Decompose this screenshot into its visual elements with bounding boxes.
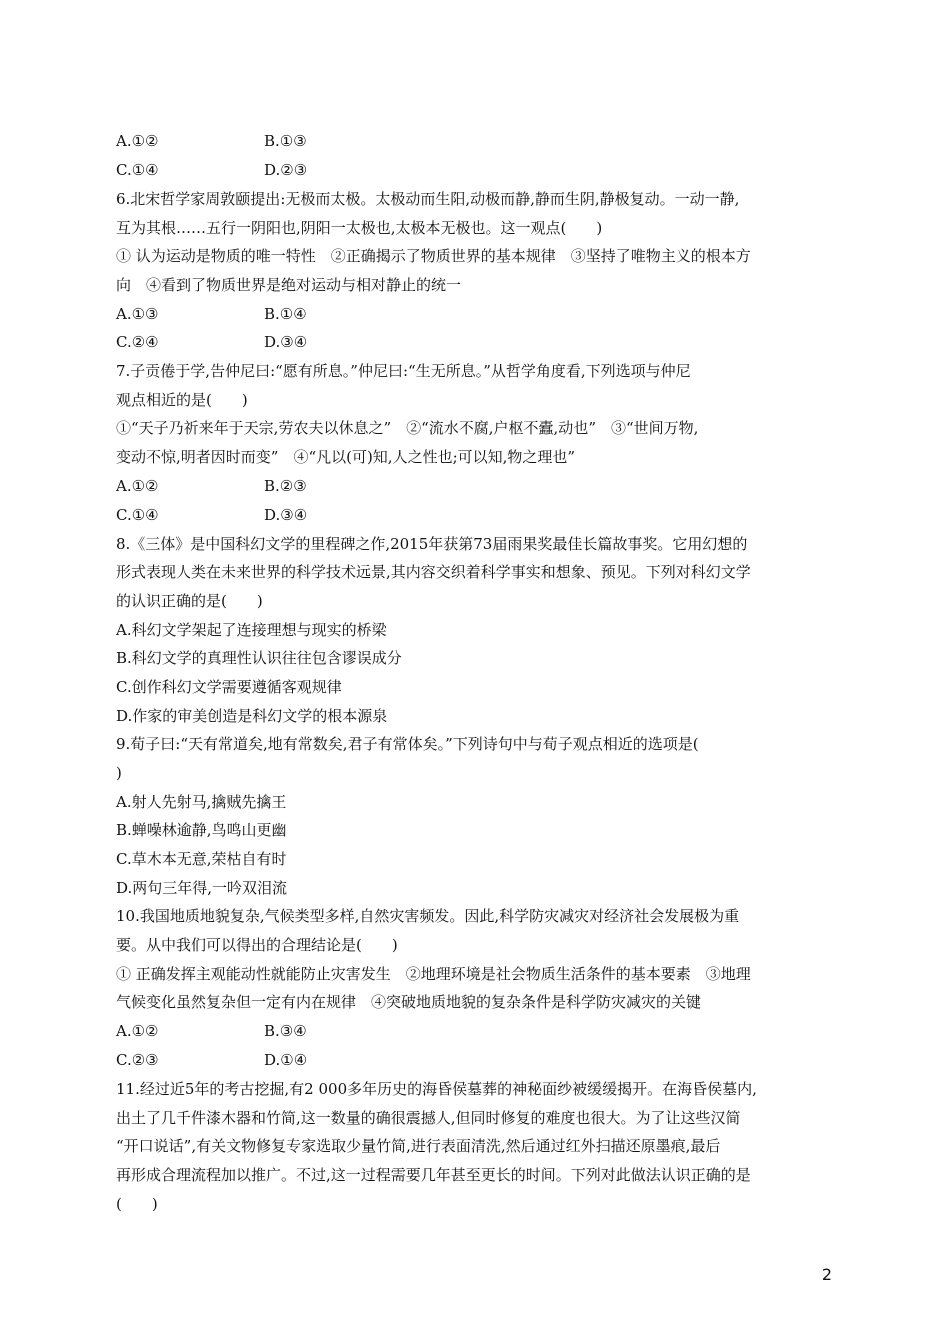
q6-option-c: C.②④ (116, 333, 159, 351)
q10-option-c: C.②③ (116, 1051, 159, 1069)
q5-option-a: A.①② (116, 132, 159, 150)
q8-option-d: D.作家的审美创造是科幻文学的根本源泉 (116, 707, 388, 725)
q9-stem-line-1: 9.荀子曰:“天有常道矣,地有常数矣,君子有常体矣。”下列诗句中与荀子观点相近的选项是( (116, 735, 699, 753)
q11-stem-line-1: 11.经过近5年的考古挖掘,有2 000多年历史的海昏侯墓葬的神秘面纱被缓缓揭开。在海昏侯墓内, (116, 1080, 757, 1098)
q10-option-d: D.①④ (264, 1051, 308, 1069)
q7-statements-line-2: 变动不惊,明者因时而变” ④“凡以(可)知,人之性也;可以知,物之理也” (116, 448, 576, 466)
q6-stem-line-2: 互为其根……五行一阴阳也,阴阳一太极也,太极本无极也。这一观点( ) (116, 219, 603, 237)
q8-option-b: B.科幻文学的真理性认识往往包含谬误成分 (116, 649, 402, 667)
q10-statements-line-1: ① 正确发挥主观能动性就能防止灾害发生 ②地理环境是社会物质生活条件的基本要素 ③地理 (116, 965, 751, 983)
q8-stem-line-1: 8.《三体》是中国科幻文学的里程碑之作,2015年获第73届雨果奖最佳长篇故事奖。它用幻想的 (116, 535, 748, 553)
q10-stem-line-2: 要。从中我们可以得出的合理结论是( ) (116, 936, 398, 954)
q9-option-d: D.两句三年得,一吟双泪流 (116, 879, 288, 897)
q11-stem-line-5: ( ) (116, 1195, 158, 1213)
q9-option-b: B.蝉噪林逾静,鸟鸣山更幽 (116, 821, 287, 839)
page-number: 2 (821, 1265, 832, 1284)
q5-option-c: C.①④ (116, 161, 159, 179)
q7-option-d: D.③④ (264, 506, 308, 524)
q8-option-a: A.科幻文学架起了连接理想与现实的桥梁 (116, 621, 387, 639)
q7-option-c: C.①④ (116, 506, 159, 524)
q10-option-a: A.①② (116, 1022, 159, 1040)
q6-stem-line-1: 6.北宋哲学家周敦颐提出:无极而太极。太极动而生阳,动极而静,静而生阴,静极复动。一动一静, (116, 190, 740, 208)
q6-statements-line-1: ① 认为运动是物质的唯一特性 ②正确揭示了物质世界的基本规律 ③坚持了唯物主义的根本方 (116, 247, 751, 265)
q7-option-a: A.①② (116, 477, 159, 495)
q7-stem-line-1: 7.子贡倦于学,告仲尼曰:“愿有所息。”仲尼曰:“生无所息。”从哲学角度看,下列选项与仲尼 (116, 362, 691, 380)
q7-statements-line-1: ①“天子乃祈来年于天宗,劳农夫以休息之” ②“流水不腐,户枢不蠹,动也” ③“世间万物, (116, 419, 699, 437)
q11-stem-line-2: 出土了几千件漆木器和竹简,这一数量的确很震撼人,但同时修复的难度也很大。为了让这些汉简 (116, 1109, 741, 1127)
q6-option-a: A.①③ (116, 305, 159, 323)
q9-option-c: C.草木本无意,荣枯自有时 (116, 850, 287, 868)
q6-statements-line-2: 向 ④看到了物质世界是绝对运动与相对静止的统一 (116, 276, 462, 294)
q10-option-b: B.③④ (264, 1022, 307, 1040)
q8-stem-line-3: 的认识正确的是( ) (116, 592, 263, 610)
q10-stem-line-1: 10.我国地质地貌复杂,气候类型多样,自然灾害频发。因此,科学防灾减灾对经济社会发展极为重 (116, 907, 740, 925)
q5-option-b: B.①③ (264, 132, 307, 150)
q6-option-d: D.③④ (264, 333, 308, 351)
q5-option-d: D.②③ (264, 161, 308, 179)
q10-statements-line-2: 气候变化虽然复杂但一定有内在规律 ④突破地质地貌的复杂条件是科学防灾减灾的关键 (116, 993, 702, 1011)
q8-option-c: C.创作科幻文学需要遵循客观规律 (116, 678, 342, 696)
q8-stem-line-2: 形式表现人类在未来世界的科学技术远景,其内容交织着科学事实和想象、预见。下列对科幻文学 (116, 563, 751, 581)
q9-option-a: A.射人先射马,擒贼先擒王 (116, 793, 287, 811)
q7-option-b: B.②③ (264, 477, 307, 495)
q11-stem-line-4: 再形成合理流程加以推广。不过,这一过程需要几年甚至更长的时间。下列对此做法认识正确的是 (116, 1166, 751, 1184)
q7-stem-line-2: 观点相近的是( ) (116, 391, 248, 409)
q6-option-b: B.①④ (264, 305, 307, 323)
q9-stem-line-2: ) (116, 764, 122, 782)
q11-stem-line-3: “开口说话”,有关文物修复专家选取少量竹简,进行表面清洗,然后通过红外扫描还原墨痕,最后 (116, 1137, 721, 1155)
